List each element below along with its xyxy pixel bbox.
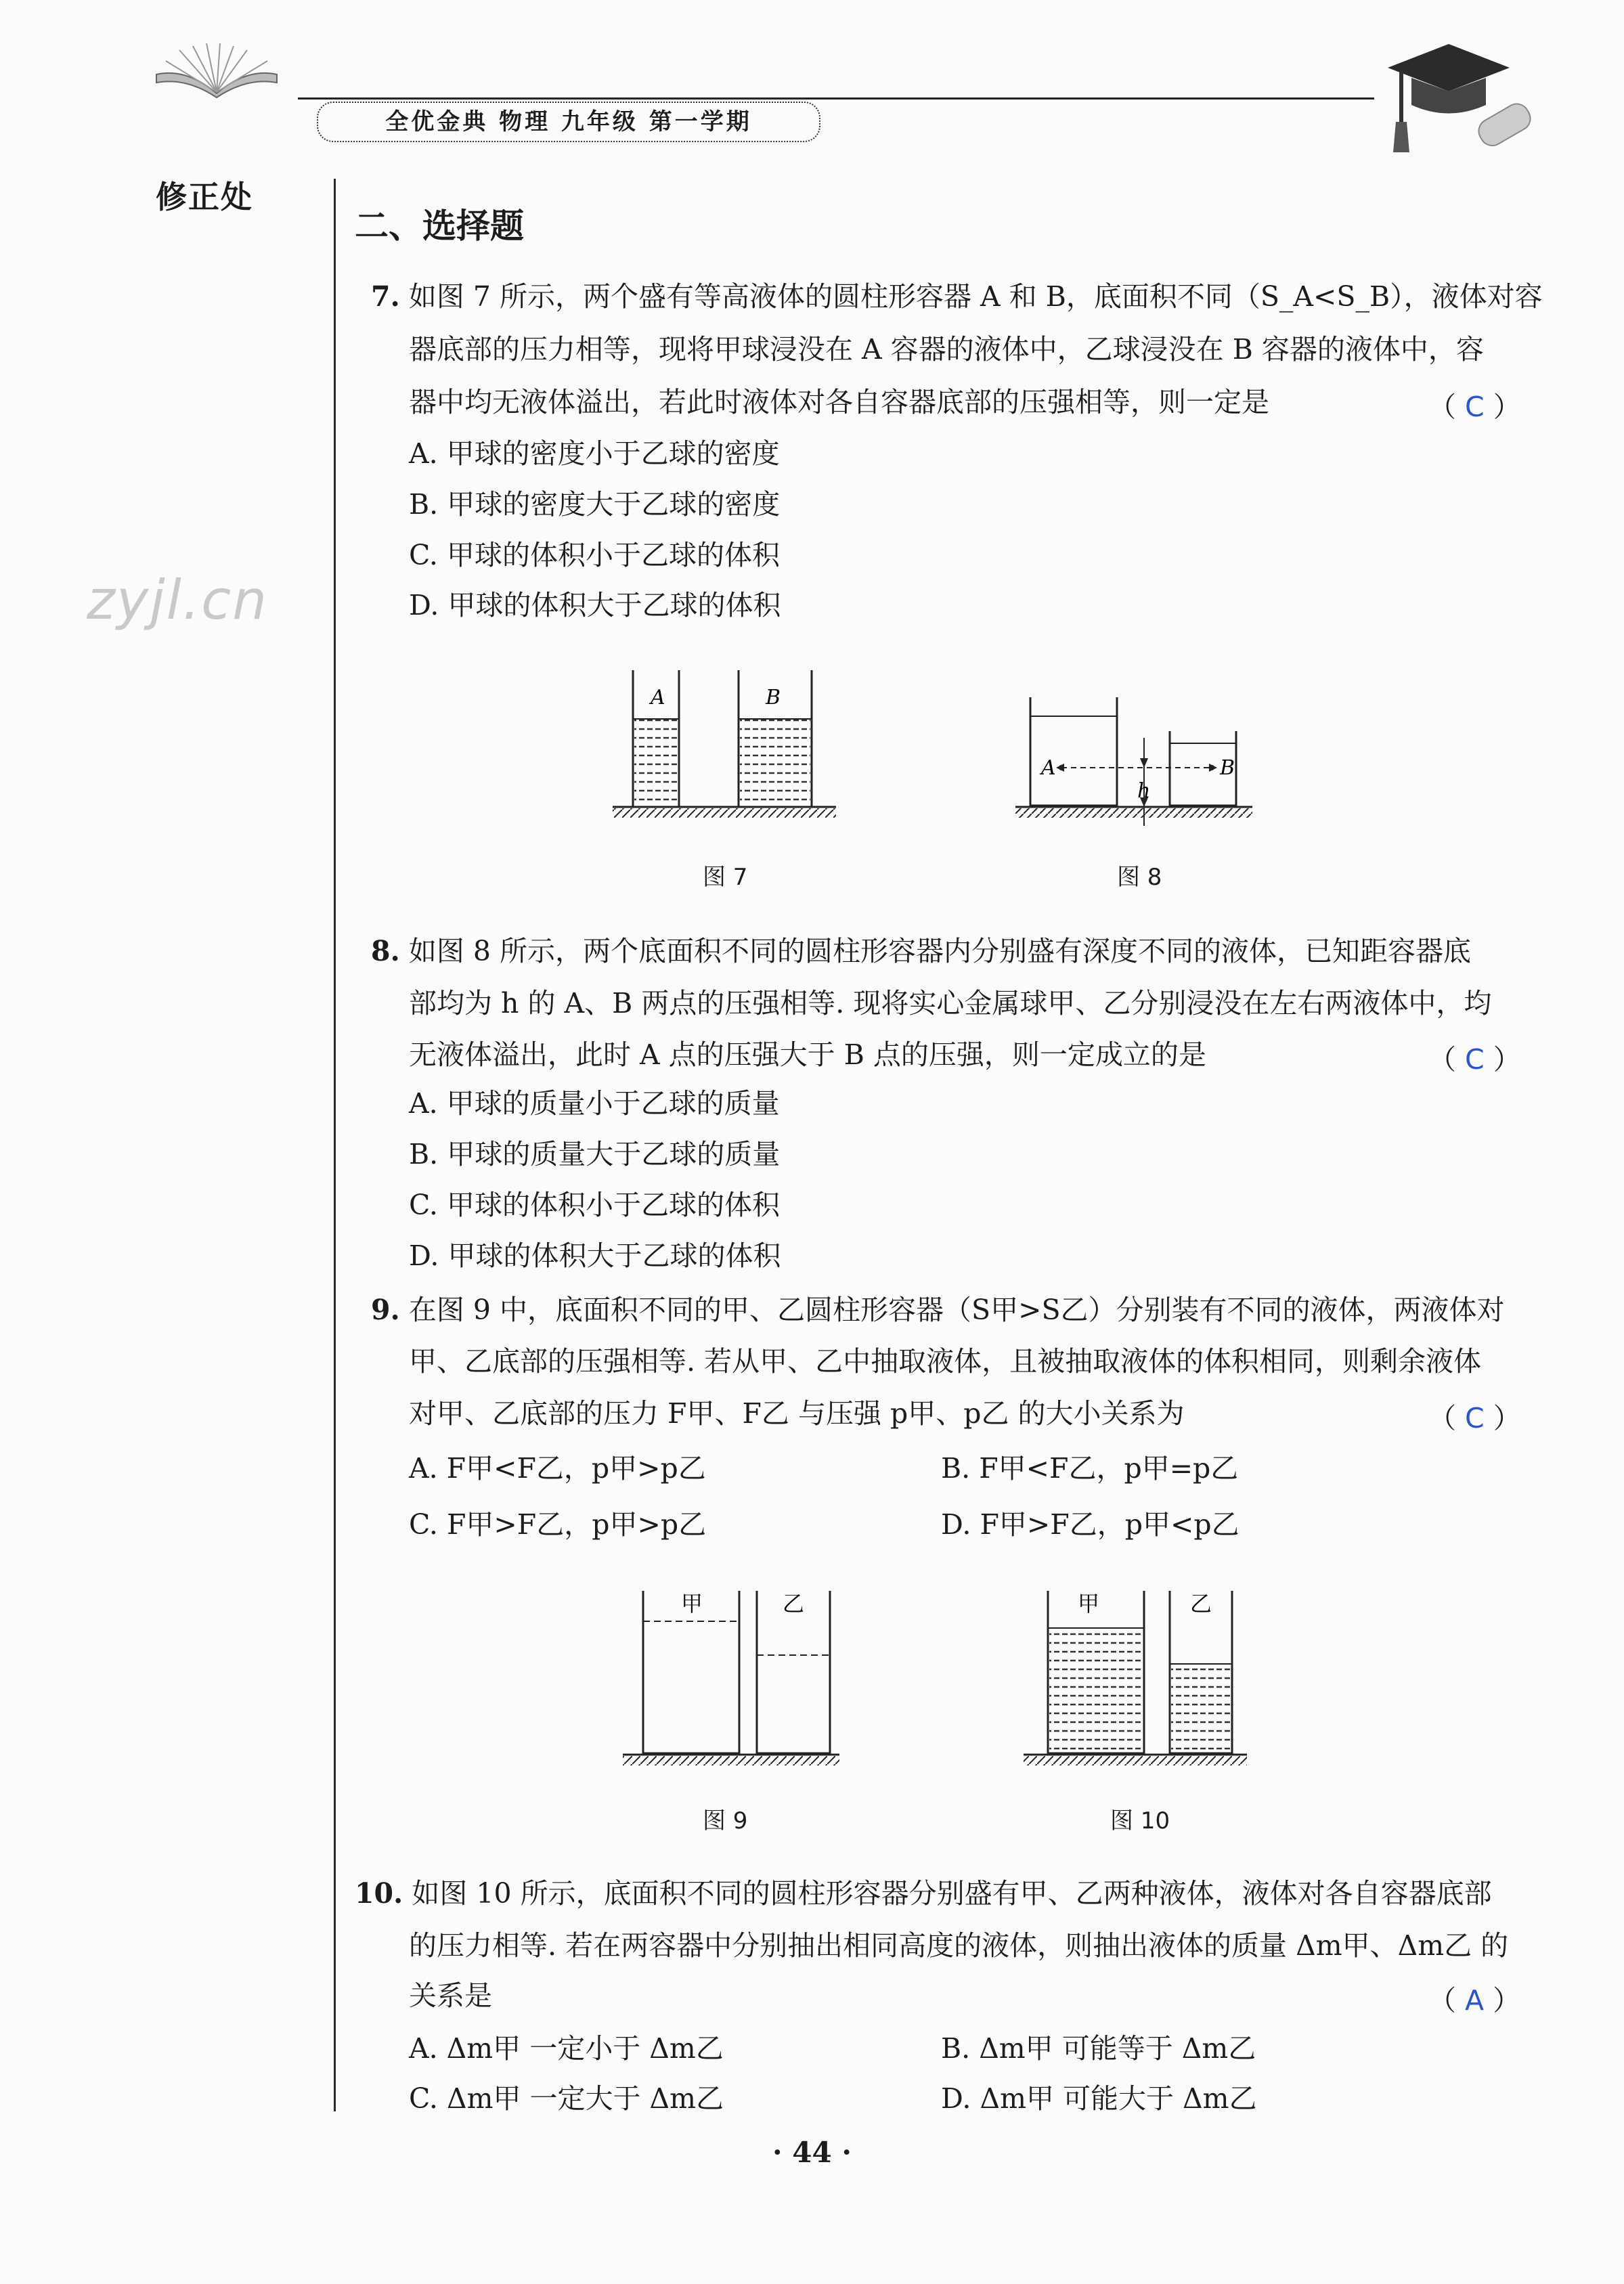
answer-box: （ A ） (1428, 1984, 1521, 2017)
question-text-line: 器底部的压力相等，现将甲球浸没在 A 容器的液体中，乙球浸没在 B 容器的液体中，容 (409, 333, 1484, 366)
question-text-line: 关系是 (409, 1979, 492, 2012)
watermark: zyjl.cn (87, 569, 268, 632)
question-number: 8. (371, 935, 400, 967)
book-icon (152, 41, 281, 102)
question-text-line: 如图 7 所示，两个盛有等高液体的圆柱形容器 A 和 B，底面积不同（S_A<S_B），液体对容 (408, 280, 1543, 313)
question-number: 7. (371, 280, 400, 313)
question-text-line: 对甲、乙底部的压力 F甲、F乙 与压强 p甲、p乙 的大小关系为 (409, 1397, 1185, 1430)
container-jia-label: 甲 (681, 1591, 703, 1617)
question-text-line: 甲、乙底部的压强相等. 若从甲、乙中抽取液体，且被抽取液体的体积相同，则剩余液体 (409, 1345, 1482, 1378)
question-text-line: 的压力相等. 若在两容器中分别抽出相同高度的液体，则抽出液体的质量 Δm甲、Δm乙 的 (409, 1929, 1509, 1962)
question-number: 9. (371, 1294, 400, 1326)
question-10 (355, 1876, 1492, 1911)
answer-box: （ C ） (1428, 1043, 1521, 1076)
figure-7 (606, 663, 843, 843)
answer: C (1465, 1043, 1485, 1076)
figure-8-caption: 图 8 (1117, 864, 1162, 891)
question-9 (371, 1292, 1505, 1327)
height-label: h (1137, 779, 1151, 803)
question-text-line: 如图 10 所示，底面积不同的圆柱形容器分别盛有甲、乙两种液体，液体对各自容器底部 (412, 1877, 1492, 1910)
section-title: 二、选择题 (355, 206, 524, 246)
answer: C (1465, 1402, 1485, 1434)
question-text-line: 在图 9 中，底面积不同的甲、乙圆柱形容器（S甲>S乙）分别装有不同的液体，两液体对 (408, 1294, 1505, 1326)
option: A. 甲球的质量小于乙球的质量 (409, 1087, 780, 1120)
option: A. Δm甲 一定小于 Δm乙 (409, 2032, 724, 2065)
option: C. 甲球的体积小于乙球的体积 (409, 1189, 780, 1221)
point-b-label: B (1220, 756, 1235, 780)
header-title: 全优金典 物理 九年级 第一学期 (317, 102, 820, 142)
question-text-line: 如图 8 所示，两个底面积不同的圆柱形容器内分别盛有深度不同的液体，已知距容器底 (408, 935, 1472, 967)
answer: C (1465, 391, 1485, 423)
question-7 (371, 279, 1543, 314)
answer: A (1465, 1984, 1485, 2017)
option: C. F甲>F乙，p甲>p乙 (409, 1508, 707, 1541)
option: A. 甲球的密度小于乙球的密度 (409, 437, 780, 470)
question-text-line: 部均为 h 的 A、B 两点的压强相等. 现将实心金属球甲、乙分别浸没在左右两液体中，均 (409, 987, 1492, 1019)
option: C. 甲球的体积小于乙球的体积 (409, 539, 780, 571)
container-b-label: B (766, 686, 781, 709)
header-rule (298, 97, 1374, 100)
option: B. F甲<F乙，p甲=p乙 (941, 1452, 1239, 1485)
figure-10 (1021, 1577, 1251, 1780)
question-text-line: 器中均无液体溢出，若此时液体对各自容器底部的压强相等，则一定是 (409, 386, 1269, 418)
figure-8 (1015, 684, 1259, 846)
option: B. 甲球的密度大于乙球的密度 (409, 488, 781, 521)
point-a-label: A (1041, 756, 1056, 780)
figure-9-caption: 图 9 (703, 1807, 748, 1835)
option: B. 甲球的质量大于乙球的质量 (409, 1138, 781, 1170)
option: D. 甲球的体积大于乙球的体积 (409, 589, 781, 621)
option: A. F甲<F乙，p甲>p乙 (409, 1452, 706, 1485)
figure-9 (616, 1577, 846, 1780)
option: D. F甲>F乙，p甲<p乙 (941, 1508, 1239, 1541)
option: C. Δm甲 一定大于 Δm乙 (409, 2082, 724, 2115)
correction-margin-label: 修正处 (156, 179, 253, 215)
page-number: · 44 · (772, 2136, 852, 2169)
figure-7-caption: 图 7 (703, 864, 748, 891)
answer-box: （ C ） (1428, 1402, 1521, 1434)
container-a-label: A (651, 686, 665, 709)
margin-divider (334, 179, 336, 2111)
container-yi-label: 乙 (1190, 1591, 1212, 1617)
question-text-line: 无液体溢出，此时 A 点的压强大于 B 点的压强，则一定成立的是 (409, 1038, 1206, 1071)
graduation-cap-icon (1381, 41, 1537, 156)
figure-10-caption: 图 10 (1110, 1807, 1170, 1835)
question-8 (371, 934, 1471, 969)
option: B. Δm甲 可能等于 Δm乙 (941, 2032, 1256, 2065)
question-number: 10. (355, 1877, 403, 1910)
container-jia-label: 甲 (1078, 1591, 1100, 1617)
answer-box: （ C ） (1428, 391, 1521, 423)
option: D. Δm甲 可能大于 Δm乙 (941, 2082, 1257, 2115)
container-yi-label: 乙 (783, 1591, 805, 1617)
option: D. 甲球的体积大于乙球的体积 (409, 1239, 781, 1272)
